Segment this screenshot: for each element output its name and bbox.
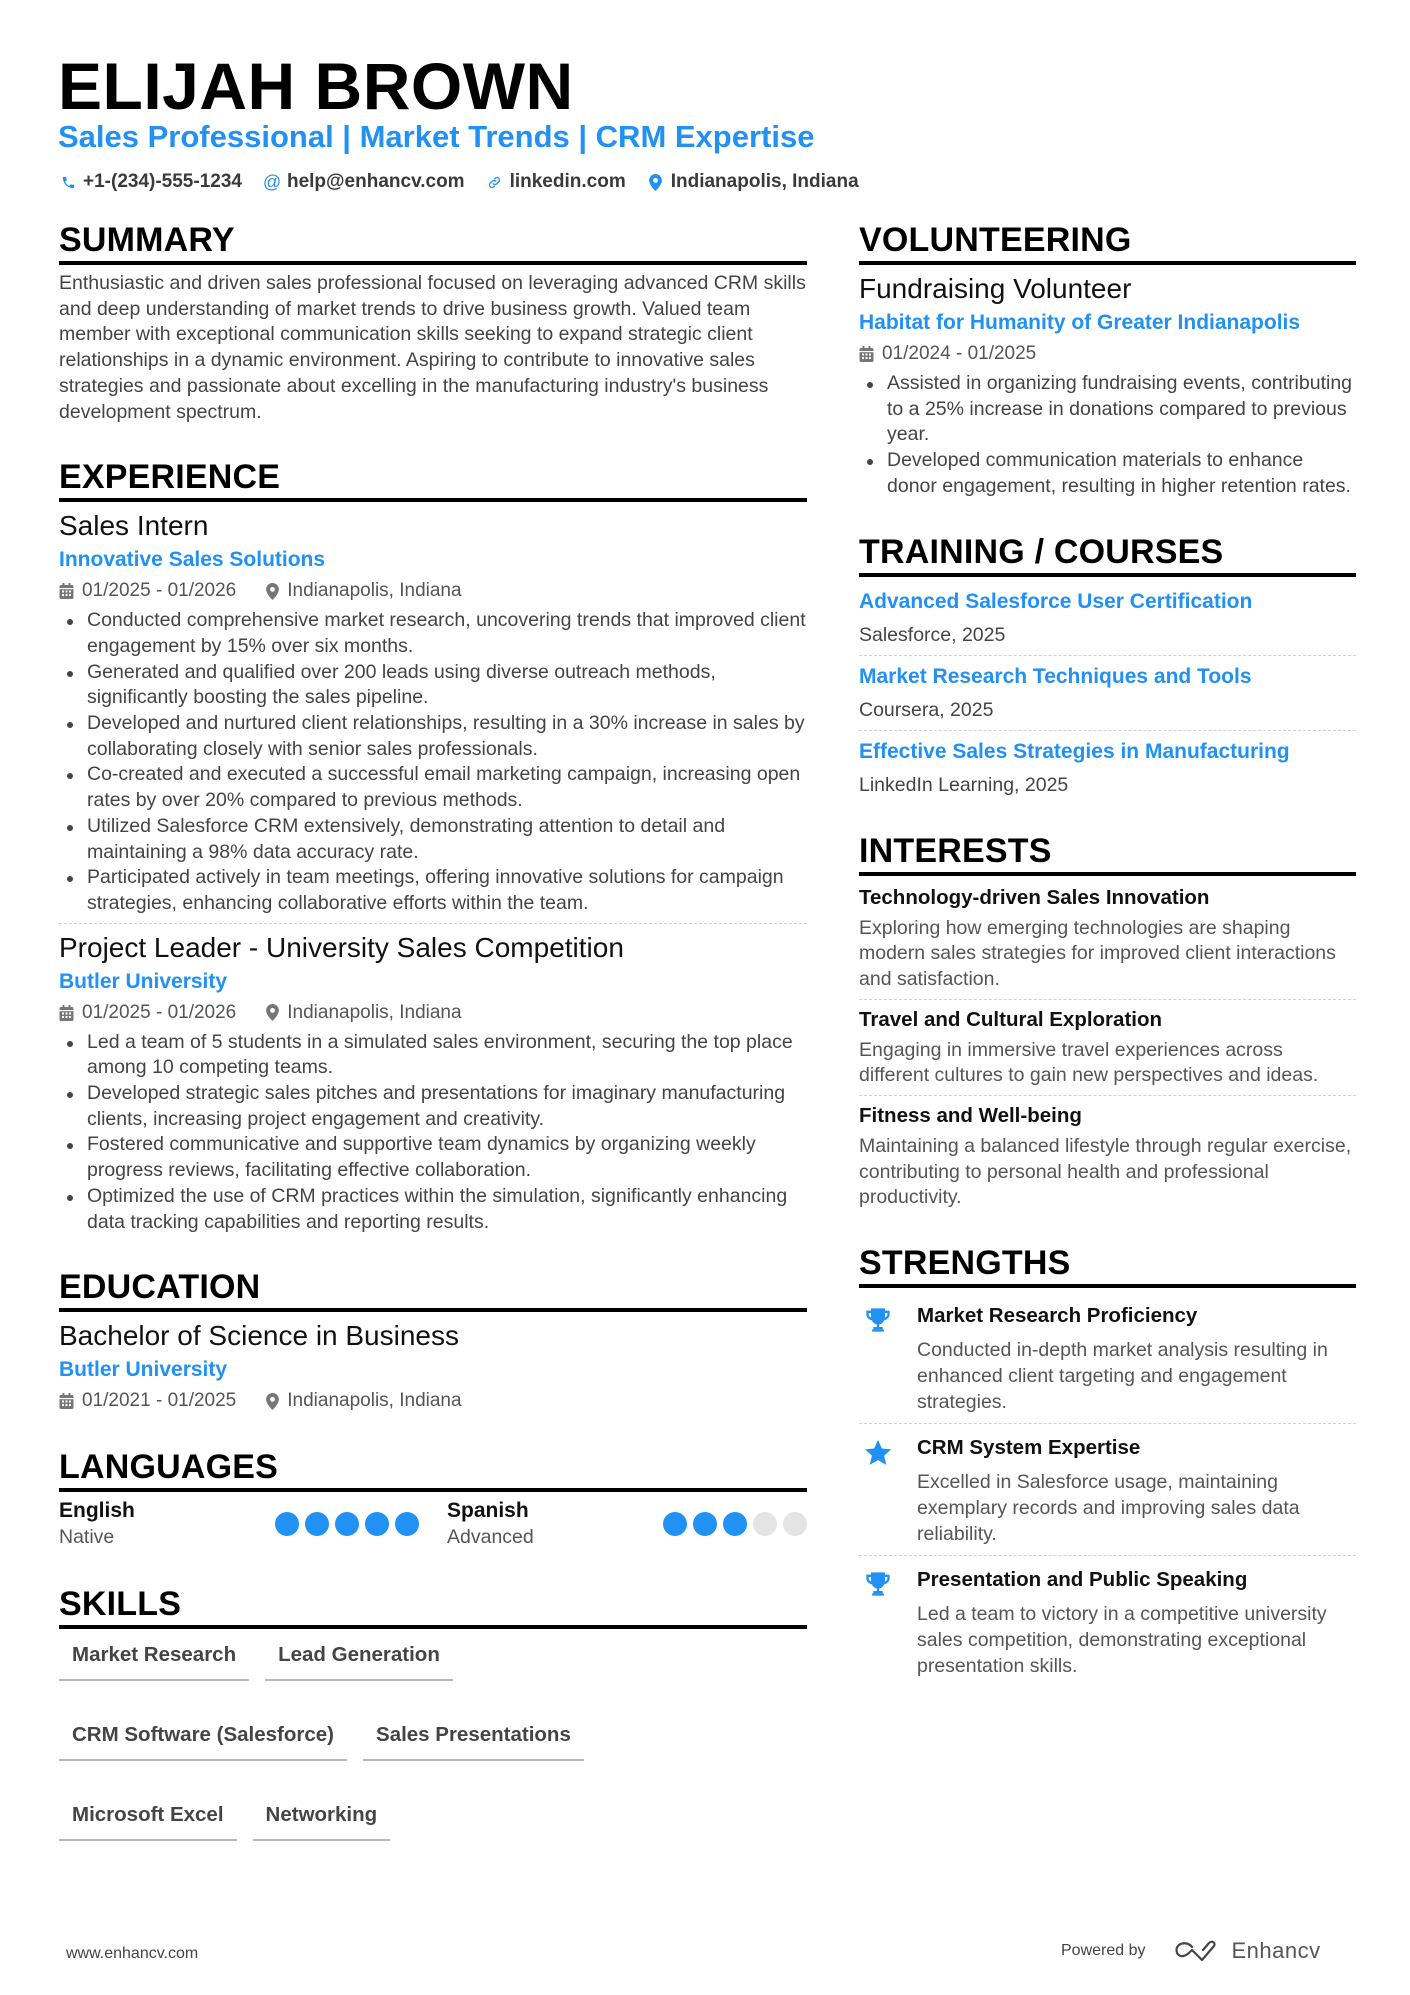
rating-dot-empty [783,1512,807,1536]
candidate-name: ELIJAH BROWN [58,49,574,123]
achievement-item: Fostered communicative and supportive team dynamics by organizing weekly progress reviews, facilitating effective collaboration. [59,1132,807,1183]
contact-linkedin[interactable] [487,170,626,194]
course-item [859,583,1356,655]
company-name: Innovative Sales Solutions [59,548,326,572]
footer-branding[interactable] [1061,1938,1321,1964]
education-entry [59,1318,807,1421]
achievement-item: Developed strategic sales pitches and presentations for imaginary manufacturing clients, increasing project engagement and creativity. [59,1081,807,1132]
calendar-icon [59,1393,74,1409]
star-icon [859,1434,897,1547]
interest-item [859,1095,1356,1217]
summary-section [59,216,807,425]
course-item [859,655,1356,730]
at-icon: @ [262,172,282,192]
course-title: Market Research Techniques and Tools [859,664,1252,688]
entry-meta [59,1387,807,1415]
rating-dot-filled [663,1512,687,1536]
section-divider [859,1284,1356,1288]
summary-text: Enthusiastic and driven sales professional focused on leveraging advanced CRM skills and deep understanding of market trends to drive business growth. Valued team member with exceptional communication skills seeking to expand strategic client relationships in a dynamic environment. Aspiring to contribute to innovative sales strategies and passionate about excelling in the manufacturing industry's business development spectrum. [59,272,806,423]
achievement-item: Utilized Salesforce CRM extensively, demonstrating attention to detail and maintaining a 98% data accuracy rate. [59,814,807,865]
section-heading: VOLUNTEERING [859,221,1132,259]
volunteer-org: Habitat for Humanity of Greater Indianapolis [859,311,1301,334]
entry-meta [59,577,807,605]
contact-email-text: help@enhancv.com [286,171,465,192]
rating-dot-filled [723,1512,747,1536]
right-column [859,216,1356,1709]
rating-dot-filled [305,1512,329,1536]
section-heading: SUMMARY [59,221,235,259]
course-item [859,730,1356,805]
entry-meta [59,999,807,1027]
rating-dot-filled [335,1512,359,1536]
school-name: Butler University [59,1358,228,1382]
skill-tag: Lead Generation [265,1641,453,1681]
entry-location: Indianapolis, Indiana [287,1001,462,1023]
entry-location: Indianapolis, Indiana [287,580,462,602]
achievement-item: Generated and qualified over 200 leads using diverse outreach methods, significantly boosting the sales pipeline. [59,660,807,711]
skills-section [59,1580,807,1841]
section-divider [59,498,807,502]
section-divider [59,1308,807,1312]
location-icon [266,583,279,600]
company-name: Butler University [59,969,228,993]
languages-section [59,1443,807,1550]
section-heading: EDUCATION [59,1268,261,1307]
language-item [59,1498,419,1550]
interest-description: Maintaining a balanced lifestyle through regular exercise, contributing to personal health and professional productivity. [859,1135,1352,1209]
location-icon [648,173,664,191]
link-icon [487,173,503,191]
strength-title: Presentation and Public Speaking [917,1568,1248,1592]
achievement-item: Assisted in organizing fundraising events, contributing to a 25% increase in donations compared to previous year. [859,371,1356,448]
section-heading: TRAINING / COURSES [859,532,1224,571]
skill-tag: Networking [253,1801,391,1841]
interest-description: Engaging in immersive travel experiences across different cultures to gain new perspectives and ideas. [859,1038,1319,1087]
rating-dot-empty [753,1512,777,1536]
strength-description: Excelled in Salesforce usage, maintaining exemplary records and improving sales data reliability. [917,1471,1300,1545]
entry-meta [859,340,1356,368]
strength-item [859,1555,1356,1687]
interest-title: Fitness and Well-being [859,1104,1082,1128]
achievement-item: Participated actively in team meetings, offering innovative solutions for campaign strategies, enhancing collaborative efforts within the team. [59,865,807,916]
strength-title: CRM System Expertise [917,1436,1141,1460]
language-name: English [59,1499,135,1523]
entry-dates: 01/2024 - 01/2025 [882,343,1037,364]
calendar-icon [59,583,74,599]
skill-tag: Market Research [59,1641,249,1681]
contact-phone-text: +1-(234)-555-1234 [83,171,242,192]
entry-dates: 01/2025 - 01/2026 [82,1001,237,1023]
contact-phone[interactable] [60,170,242,194]
rating-dot-filled [395,1512,419,1536]
interest-description: Exploring how emerging technologies are shaping modern sales strategies for improved client interactions and satisfaction. [859,916,1336,990]
skill-tag: Microsoft Excel [59,1801,237,1841]
course-provider: Coursera, 2025 [859,698,994,721]
job-title: Project Leader - University Sales Competition [59,931,624,963]
interests-section [859,827,1356,1218]
calendar-icon [59,1005,74,1021]
language-name: Spanish [447,1499,529,1523]
strengths-section [859,1239,1356,1687]
achievement-item: Co-created and executed a successful email marketing campaign, increasing open rates by over 20% compared to previous methods. [59,762,807,813]
experience-entry [59,923,807,1242]
achievement-list [59,608,807,916]
trophy-icon [859,1302,897,1415]
left-column [59,216,807,1863]
achievement-item: Optimized the use of CRM practices within the simulation, significantly enhancing data tracking capabilities and reporting results. [59,1184,807,1235]
section-heading: LANGUAGES [59,1448,279,1487]
job-title: Sales Intern [59,510,209,542]
language-list [59,1498,807,1550]
strength-description: Led a team to victory in a competitive university sales competition, demonstrating exceptional presentation skills. [917,1603,1327,1677]
location-icon [266,1004,279,1021]
degree: Bachelor of Science in Business [59,1320,459,1352]
interest-item [859,999,1356,1095]
contact-linkedin-text: linkedin.com [509,171,626,192]
course-provider: Salesforce, 2025 [859,623,1006,646]
strength-item [859,1423,1356,1555]
rating-dot-filled [365,1512,389,1536]
phone-icon [60,173,76,191]
skill-tags [59,1641,807,1841]
location-icon [266,1393,279,1410]
section-heading: INTERESTS [859,831,1052,870]
language-level: Native [59,1526,115,1549]
language-item [447,1498,807,1550]
footer-website-link[interactable]: www.enhancv.com [66,1945,199,1962]
rating-dot-filled [275,1512,299,1536]
proficiency-rating [275,1512,419,1536]
volunteering-entry [859,271,1356,506]
calendar-icon [859,346,874,362]
education-section [59,1263,807,1421]
candidate-title: Sales Professional | Market Trends | CRM Expertise [58,119,815,154]
achievement-item: Developed communication materials to enhance donor engagement, resulting in higher retention rates. [859,448,1356,499]
rating-dot-filled [693,1512,717,1536]
contact-location [648,170,859,194]
course-title: Effective Sales Strategies in Manufacturing [859,739,1290,763]
brand-name: Enhancv [1231,1938,1321,1963]
course-title: Advanced Salesforce User Certification [859,589,1253,613]
section-divider [859,872,1356,876]
achievement-item: Developed and nurtured client relationships, resulting in a 30% increase in sales by collaborating closely with senior sales professionals. [59,711,807,762]
achievement-item: Led a team of 5 students in a simulated sales environment, securing the top place among 10 competing teams. [59,1030,807,1081]
section-heading: EXPERIENCE [59,458,281,497]
interest-item [859,882,1356,999]
volunteering-section [859,216,1356,506]
contact-email[interactable] [264,170,465,194]
strength-item [859,1294,1356,1423]
section-divider [59,1625,807,1629]
enhancv-logo-icon [1172,1939,1218,1963]
proficiency-rating [663,1512,807,1536]
achievement-item: Conducted comprehensive market research, uncovering trends that improved client engagement by 15% over six months. [59,608,807,659]
section-divider [59,261,807,265]
enhancv-logo [1172,1938,1321,1964]
strength-description: Conducted in-depth market analysis resulting in enhanced client targeting and engagement strategies. [917,1339,1328,1413]
section-divider [59,1488,807,1492]
achievement-list [859,371,1356,500]
contact-location-text: Indianapolis, Indiana [670,171,859,192]
contact-bar [60,170,859,194]
section-divider [859,261,1356,265]
skill-tag: CRM Software (Salesforce) [59,1721,347,1761]
powered-by-label: Powered by [1061,1942,1146,1959]
entry-dates: 01/2025 - 01/2026 [82,580,237,602]
achievement-list [59,1030,807,1236]
language-level: Advanced [447,1526,534,1549]
interest-title: Travel and Cultural Exploration [859,1007,1163,1031]
section-divider [859,573,1356,577]
entry-location: Indianapolis, Indiana [287,1390,462,1412]
volunteer-role: Fundraising Volunteer [859,273,1132,304]
strength-title: Market Research Proficiency [917,1304,1198,1328]
section-heading: SKILLS [59,1585,182,1624]
section-heading: STRENGTHS [859,1244,1071,1283]
entry-dates: 01/2021 - 01/2025 [82,1390,237,1412]
training-section [859,528,1356,805]
experience-section [59,453,807,1241]
skill-tag: Sales Presentations [363,1721,584,1761]
interest-title: Technology-driven Sales Innovation [859,885,1210,909]
experience-entry [59,508,807,922]
course-provider: LinkedIn Learning, 2025 [859,773,1069,796]
trophy-icon [859,1566,897,1679]
